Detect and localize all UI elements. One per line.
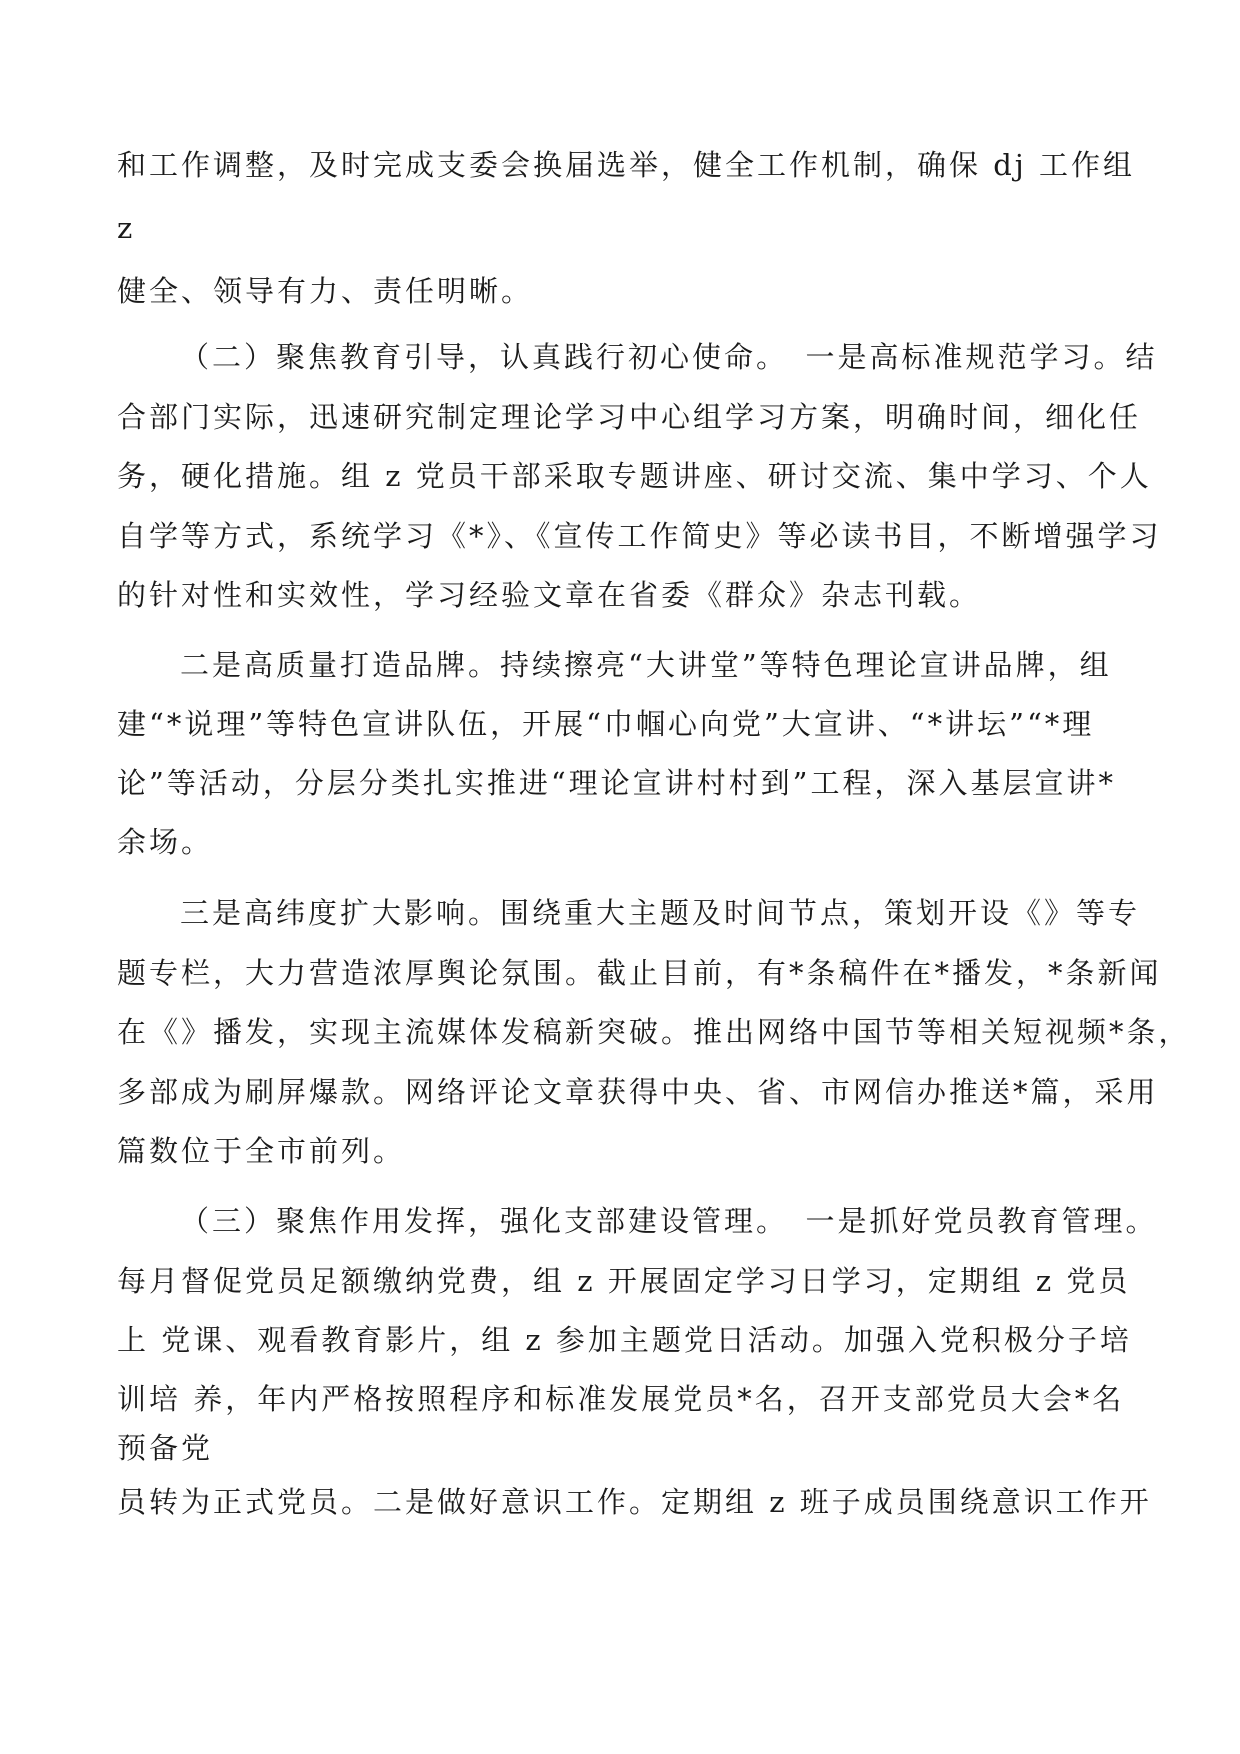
text-line: 的针对性和实效性，学习经验文章在省委《群众》杂志刊载。 (117, 578, 982, 612)
text-line: 自学等方式，系统学习《*》、《宣传工作简史》等必读书目，不断增强学习 (117, 519, 1162, 553)
text-line: 健全、领导有力、责任明晰。 (117, 274, 534, 308)
text-line: 题专栏，大力营造浓厚舆论氛围。截止目前，有*条稿件在*播发，*条新闻 (117, 956, 1162, 990)
paragraph-start-line: 二是高质量打造品牌。持续擦亮“大讲堂”等特色理论宣讲品牌，组 (180, 648, 1112, 682)
text-line: 和工作调整，及时完成支委会换届选举，健全工作机制，确保 dj 工作组 (117, 148, 1135, 182)
section-heading-line: （二）聚焦教育引导，认真践行初心使命。 一是高标准规范学习。结 (180, 340, 1158, 374)
text-line: 预备党 (117, 1431, 214, 1465)
text-line: 论”等活动，分层分类扎实推进“理论宣讲村村到”工程，深入基层宣讲* (117, 766, 1116, 800)
paragraph-start-line: 三是高纬度扩大影响。围绕重大主题及时间节点，策划开设《》等专 (180, 896, 1141, 930)
text-line: 务，硬化措施。组 z 党员干部采取专题讲座、研讨交流、集中学习、个人 (117, 459, 1152, 493)
text-line: 在《》播发，实现主流媒体发稿新突破。推出网络中国节等相关短视频*条， (117, 1015, 1191, 1049)
text-line: 训培 养，年内严格按照程序和标准发展党员*名，召开支部党员大会*名 (117, 1382, 1125, 1416)
text-line: 上 党课、观看教育影片，组 z 参加主题党日活动。加强入党积极分子培 (117, 1323, 1132, 1357)
section-heading-line: （三）聚焦作用发挥，强化支部建设管理。 一是抓好党员教育管理。 (180, 1204, 1158, 1238)
text-line: z (117, 211, 136, 245)
text-line: 多部成为刷屏爆款。网络评论文章获得中央、省、市网信办推送*篇，采用 (117, 1075, 1159, 1109)
text-line: 余场。 (117, 825, 214, 859)
text-line: 建“*说理”等特色宣讲队伍，开展“巾帼心向党”大宣讲、“*讲坛”“*理 (117, 707, 1095, 741)
text-line: 每月督促党员足额缴纳党费，组 z 开展固定学习日学习，定期组 z 党员 (117, 1264, 1131, 1298)
text-line: 篇数位于全市前列。 (117, 1134, 406, 1168)
text-line: 合部门实际，迅速研究制定理论学习中心组学习方案，明确时间，细化任 (117, 400, 1142, 434)
text-line: 员转为正式党员。二是做好意识工作。定期组 z 班子成员围绕意识工作开 (117, 1485, 1152, 1519)
